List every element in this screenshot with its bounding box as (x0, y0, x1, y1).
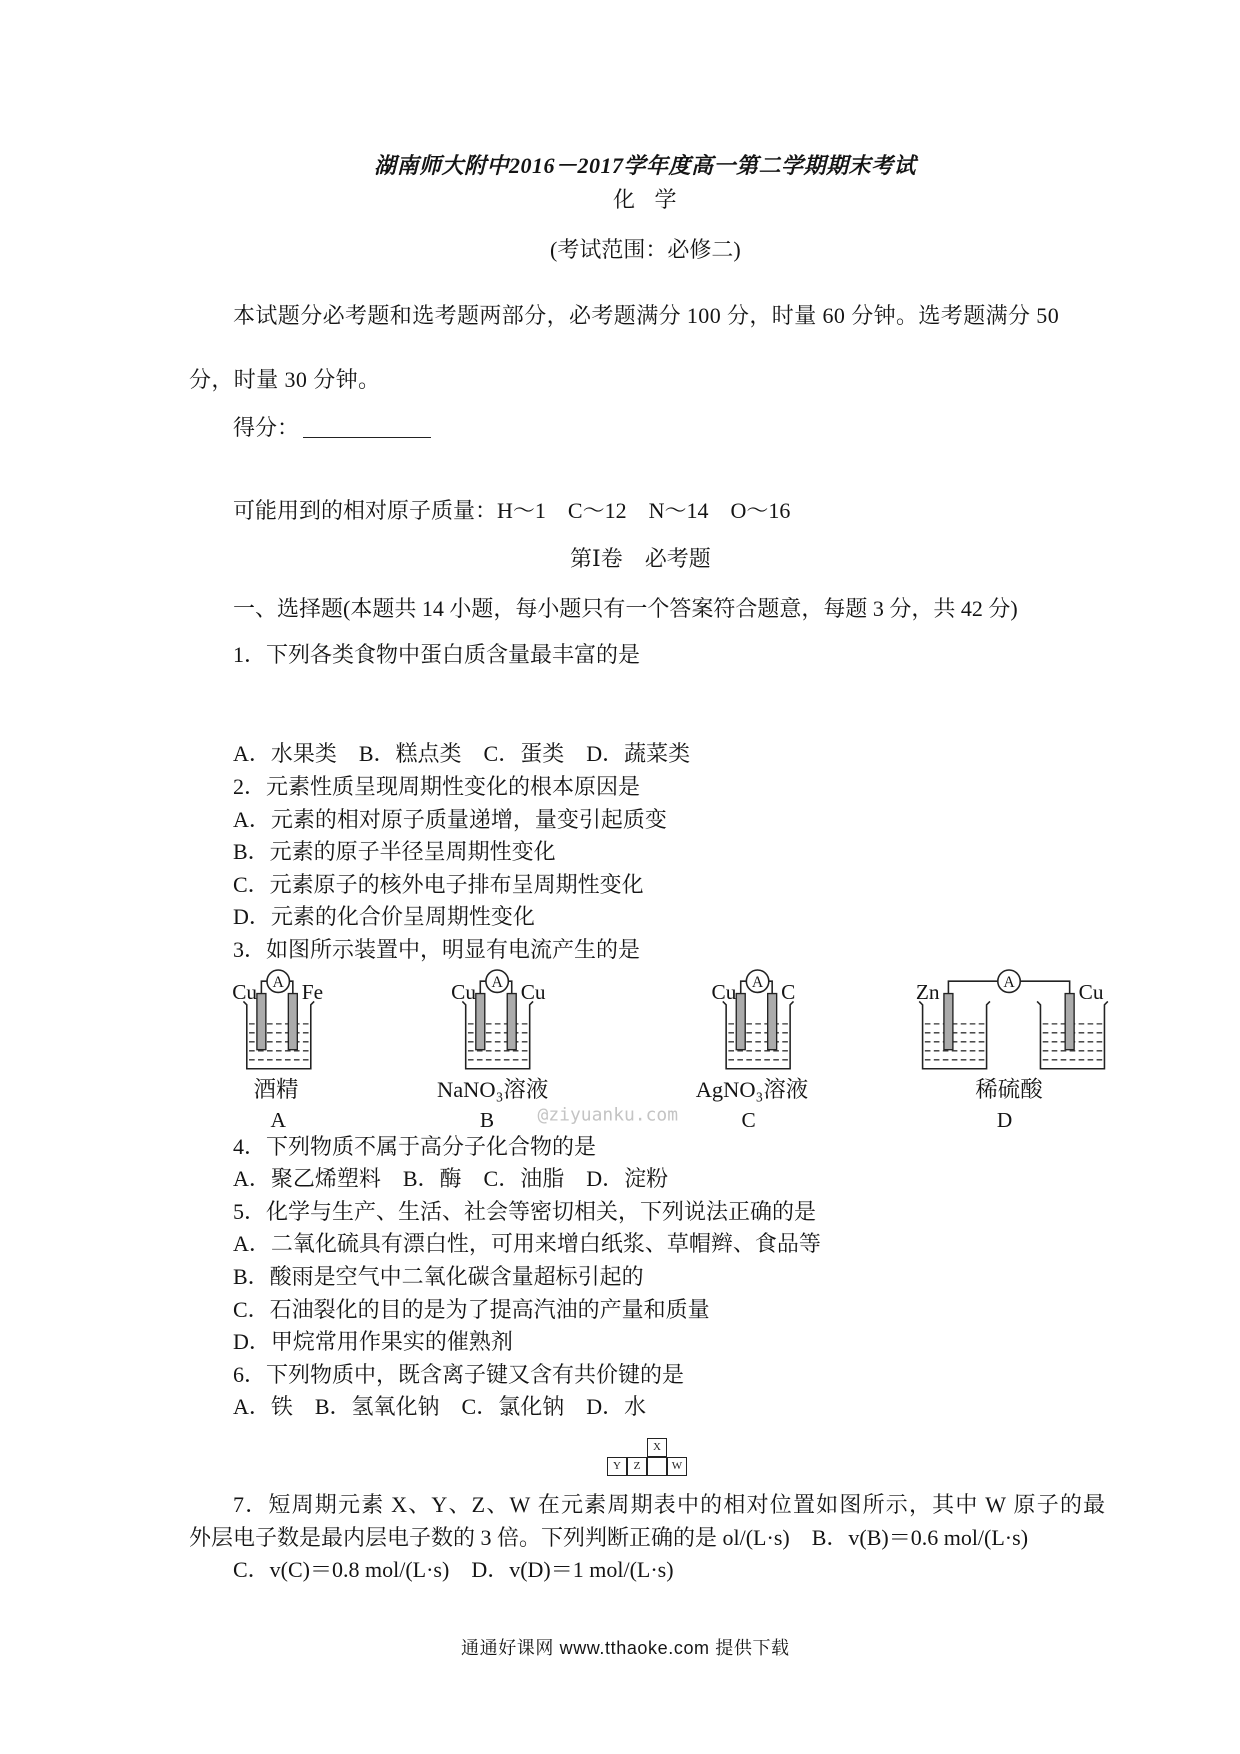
beaker (243, 1001, 314, 1068)
beaker-left (919, 1001, 990, 1068)
wire (261, 981, 267, 993)
element-cell (627, 1438, 647, 1457)
option-line: A．水果类 B．糕点类 C．蛋类 D．蔬菜类 (233, 741, 691, 766)
right-electrode (768, 994, 777, 1050)
left-electrode-label: Cu (232, 980, 258, 1005)
ammeter-symbol: A (1003, 973, 1015, 991)
question-stem: 2．元素性质呈现周期性变化的根本原因是 (233, 774, 641, 799)
wire (1020, 981, 1069, 993)
wire (948, 981, 997, 993)
right-electrode-label: Cu (1078, 980, 1104, 1005)
score-label: 得分： (233, 415, 300, 440)
apparatus-d (916, 970, 1108, 1132)
element-cell (607, 1438, 627, 1457)
score-blank (303, 437, 431, 438)
ammeter-symbol: A (491, 973, 503, 991)
ammeter-symbol: A (272, 973, 284, 991)
apparatus-a (232, 970, 323, 1132)
question-stem: 4．下列物质不属于高分子化合物的是 (233, 1134, 597, 1159)
wire (480, 981, 486, 993)
right-electrode (1065, 994, 1074, 1050)
left-electrode (944, 994, 953, 1050)
element-cell: X (647, 1438, 667, 1457)
question-stem: 3．如图所示装置中，明显有电流产生的是 (233, 937, 641, 962)
option-line: D．甲烷常用作果实的催熟剂 (233, 1329, 513, 1354)
footer-text: 通通好课网 www.tthaoke.com 提供下载 (461, 1638, 790, 1658)
element-cell: W (667, 1457, 687, 1476)
question-stem: 1．下列各类食物中蛋白质含量最丰富的是 (233, 642, 641, 667)
watermark: @ziyuanku.com (537, 1104, 679, 1126)
periodic-table-fragment (607, 1438, 687, 1476)
apparatus-b (437, 970, 548, 1132)
option-line: A．二氧化硫具有漂白性，可用来增白纸浆、草帽辫、食品等 (233, 1231, 821, 1256)
solution-label: AgNO₃溶液 (695, 1076, 809, 1102)
element-cell: Z (627, 1457, 647, 1476)
apparatus-c (696, 970, 809, 1132)
right-electrode-label: Fe (301, 980, 324, 1005)
galvanic-cell-figure (225, 961, 1124, 1135)
option-line: C．石油裂化的目的是为了提高汽油的产量和质量 (233, 1297, 710, 1322)
right-electrode-label: Cu (520, 980, 546, 1005)
question-stem: 5．化学与生产、生活、社会等密切相关，下列说法正确的是 (233, 1199, 817, 1224)
apparatus-label: A (270, 1108, 286, 1133)
left-electrode-label: Cu (711, 980, 737, 1005)
option-line: A．铁 B．氢氧化钠 C．氯化钠 D．水 (233, 1394, 647, 1419)
beaker (462, 1001, 533, 1068)
element-cell: Y (607, 1457, 627, 1476)
apparatus-label: B (479, 1108, 495, 1133)
left-electrode (736, 994, 745, 1050)
part-heading: 一、选择题(本题共 14 小题，每小题只有一个答案符合题意，每题 3 分，共 42 分) (233, 596, 1018, 621)
intro-line: 本试题分必考题和选考题两部分，必考题满分 100 分，时量 60 分钟。选考题满分 50 (233, 303, 1060, 328)
solution-label: 酒精 (253, 1076, 299, 1102)
left-electrode (476, 994, 485, 1050)
option-line: A．元素的相对原子质量递增，量变引起质变 (233, 807, 667, 832)
left-electrode-label: Zn (915, 980, 940, 1005)
option-line: C．v(C)＝0.8 mol/(L·s) D．v(D)＝1 mol/(L·s) (233, 1557, 674, 1582)
intro-line: 分，时量 30 分钟。 (189, 367, 381, 392)
element-cell (647, 1457, 667, 1476)
ammeter-symbol: A (751, 973, 764, 991)
page-title: 湖南师大附中2016－2017学年度高一第二学期期末考试 (374, 153, 917, 178)
wire (741, 981, 747, 993)
right-electrode-label: C (781, 980, 796, 1005)
right-electrode (288, 994, 297, 1050)
left-electrode-label: Cu (451, 980, 476, 1005)
left-electrode (257, 994, 266, 1050)
question-stem: 外层电子数是最内层电子数的 3 倍。下列判断正确的是 ol/(L·s) B．v(B)＝0.6 mol/(L·s) (189, 1525, 1029, 1550)
solution-label: 稀硫酸 (975, 1076, 1043, 1102)
subject-title: 化 学 (613, 187, 677, 212)
beaker (723, 1001, 794, 1068)
right-electrode (507, 994, 516, 1050)
section-title: 第Ⅰ卷 必考题 (570, 546, 711, 571)
question-stem: 7．短周期元素 X、Y、Z、W 在元素周期表中的相对位置如图所示，其中 W 原子的最 (233, 1492, 1107, 1517)
atomic-mass-line: 可能用到的相对原子质量：H～1 C～12 N～14 O～16 (233, 498, 791, 523)
apparatus-label: C (741, 1108, 756, 1133)
exam-scope: (考试范围：必修二) (550, 237, 741, 262)
option-line: C．元素原子的核外电子排布呈周期性变化 (233, 872, 644, 897)
question-stem: 6．下列物质中，既含离子键又含有共价键的是 (233, 1362, 685, 1387)
option-line: D．元素的化合价呈周期性变化 (233, 904, 535, 929)
option-line: A．聚乙烯塑料 B．酶 C．油脂 D．淀粉 (233, 1166, 669, 1191)
apparatus-label: D (996, 1108, 1013, 1133)
option-line: B．元素的原子半径呈周期性变化 (233, 839, 556, 864)
element-cell (667, 1438, 687, 1457)
option-line: B．酸雨是空气中二氧化碳含量超标引起的 (233, 1264, 644, 1289)
solution-label: NaNO₃溶液 (437, 1076, 549, 1102)
